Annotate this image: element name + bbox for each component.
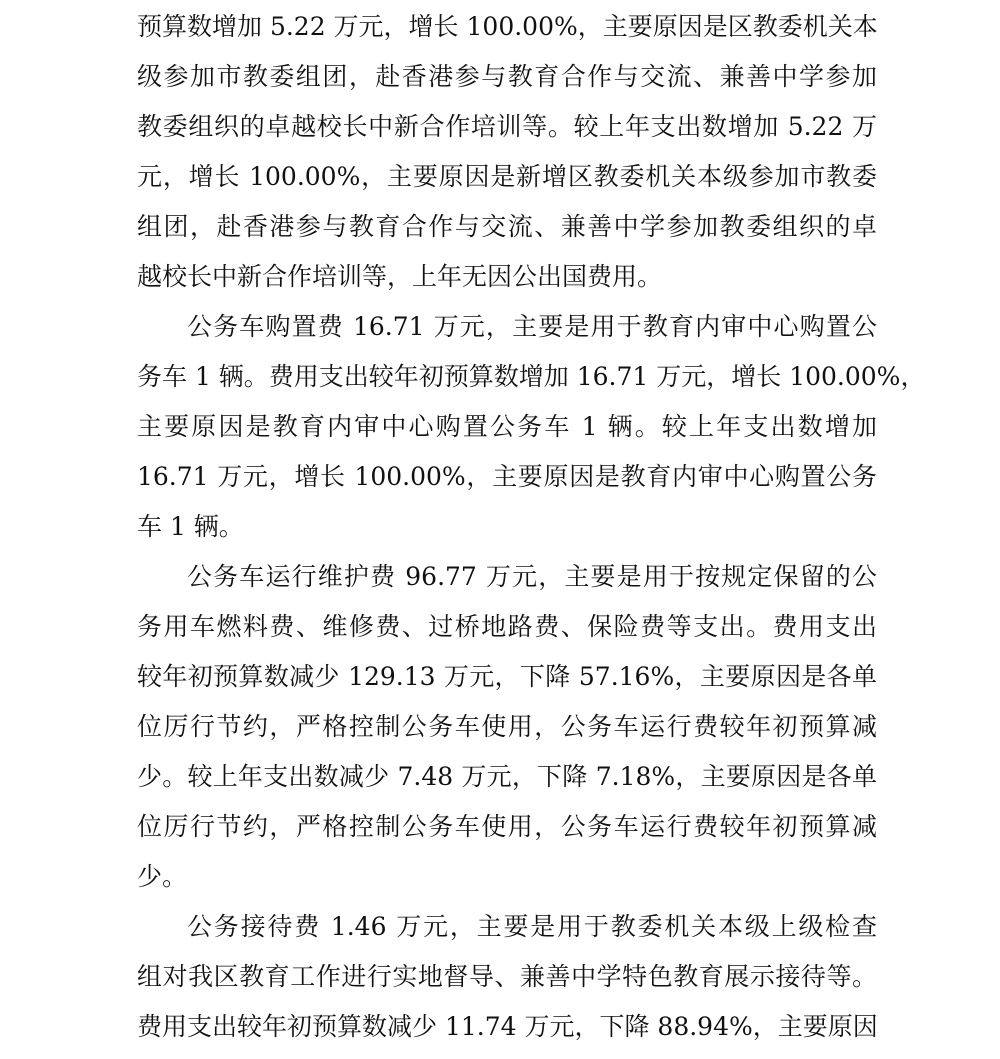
text-line: 位厉行节约，严格控制公务车使用，公务车运行费较年初预算减	[137, 712, 877, 741]
text-line: 主要原因是教育内审中心购置公务车 1 辆。较上年支出数增加	[137, 412, 877, 441]
text-line: 务用车燃料费、维修费、过桥地路费、保险费等支出。费用支出	[137, 612, 877, 641]
text-line: 级参加市教委组团，赴香港参与教育合作与交流、兼善中学参加	[137, 62, 877, 91]
text-line: 较年初预算数减少 129.13 万元，下降 57.16%，主要原因是各单	[137, 662, 877, 691]
text-line: 少。较上年支出数减少 7.48 万元，下降 7.18%，主要原因是各单	[137, 762, 877, 791]
paragraph-start-line: 公务接待费 1.46 万元，主要是用于教委机关本级上级检查	[187, 912, 877, 941]
text-line: 预算数增加 5.22 万元，增长 100.00%，主要原因是区教委机关本	[137, 12, 878, 41]
text-line: 少。	[137, 862, 188, 891]
text-line: 元，增长 100.00%，主要原因是新增区教委机关本级参加市教委	[137, 162, 877, 191]
text-line: 位厉行节约，严格控制公务车使用，公务车运行费较年初预算减	[137, 812, 877, 841]
text-line: 16.71 万元，增长 100.00%，主要原因是教育内审中心购置公务	[137, 462, 877, 491]
text-line: 车 1 辆。	[137, 512, 244, 541]
text-line: 越校长中新合作培训等，上年无因公出国费用。	[137, 262, 663, 291]
paragraph-start-line: 公务车运行维护费 96.77 万元，主要是用于按规定保留的公	[187, 562, 877, 591]
text-line: 组团，赴香港参与教育合作与交流、兼善中学参加教委组织的卓	[137, 212, 877, 241]
text-line: 组对我区教育工作进行实地督导、兼善中学特色教育展示接待等。	[137, 962, 877, 991]
text-line: 费用支出较年初预算数减少 11.74 万元，下降 88.94%，主要原因	[137, 1012, 878, 1041]
paragraph-start-line: 公务车购置费 16.71 万元，主要是用于教育内审中心购置公	[187, 312, 877, 341]
text-line: 教委组织的卓越校长中新合作培训等。较上年支出数增加 5.22 万	[137, 112, 877, 141]
text-line: 务车 1 辆。费用支出较年初预算数增加 16.71 万元，增长 100.00%，	[137, 362, 926, 391]
